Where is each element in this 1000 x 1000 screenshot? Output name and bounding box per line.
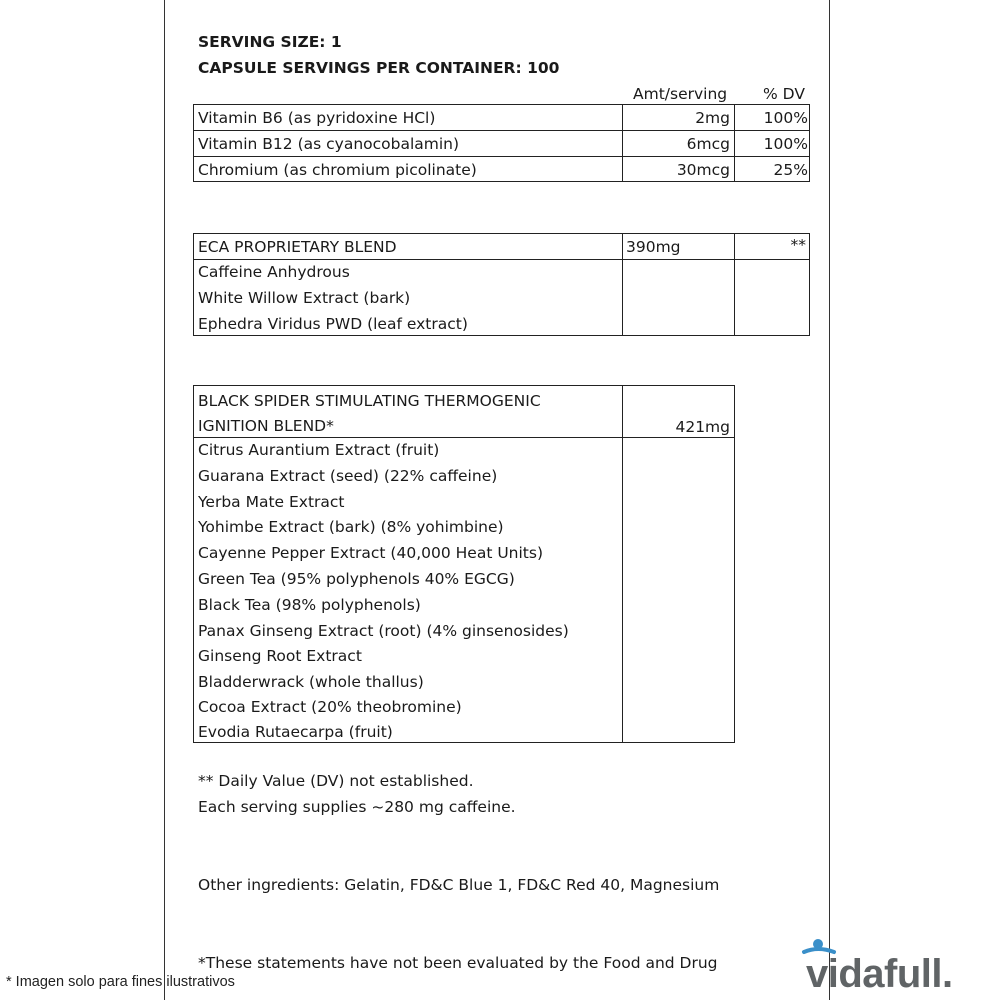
eca-blend-title: ECA PROPRIETARY BLEND bbox=[198, 238, 397, 256]
dv-note: ** Daily Value (DV) not established. bbox=[198, 772, 474, 790]
illustrative-caption: * Imagen solo para fines ilustrativos bbox=[6, 974, 235, 990]
eca-ingredient: White Willow Extract (bark) bbox=[198, 289, 411, 307]
eca-blend-amount: 390mg bbox=[626, 238, 681, 256]
vitamin-amount: 2mg bbox=[695, 109, 730, 127]
other-ingredients: Other ingredients: Gelatin, FD&C Blue 1, FD&C Red 40, Magnesium bbox=[198, 876, 720, 894]
spider-ingredient: Black Tea (98% polyphenols) bbox=[198, 596, 421, 614]
servings-per-container: CAPSULE SERVINGS PER CONTAINER: 100 bbox=[198, 59, 560, 77]
vitamins-table bbox=[193, 104, 810, 182]
spider-blend-table bbox=[193, 385, 735, 743]
spider-ingredient: Yerba Mate Extract bbox=[198, 493, 345, 511]
eca-ingredient: Caffeine Anhydrous bbox=[198, 263, 350, 281]
serving-size: SERVING SIZE: 1 bbox=[198, 33, 342, 51]
spider-ingredient: Bladderwrack (whole thallus) bbox=[198, 673, 424, 691]
supplement-facts-label bbox=[164, 0, 830, 1000]
spider-ingredient: Guarana Extract (seed) (22% caffeine) bbox=[198, 467, 498, 485]
vitamin-name: Vitamin B6 (as pyridoxine HCl) bbox=[198, 109, 436, 127]
spider-ingredient: Evodia Rutaecarpa (fruit) bbox=[198, 723, 393, 741]
spider-blend-title-2: IGNITION BLEND* bbox=[198, 417, 334, 435]
vitamin-dv: 100% bbox=[763, 109, 808, 127]
spider-ingredient: Cayenne Pepper Extract (40,000 Heat Units) bbox=[198, 544, 544, 562]
column-header-amount: Amt/serving bbox=[633, 85, 728, 103]
vitamin-amount: 30mcg bbox=[676, 161, 730, 179]
vitamin-name: Chromium (as chromium picolinate) bbox=[198, 161, 477, 179]
vidafull-logo bbox=[800, 938, 996, 998]
spider-ingredient: Cocoa Extract (20% theobromine) bbox=[198, 698, 462, 716]
brand-name: vidafull. bbox=[806, 952, 953, 996]
spider-blend-amount: 421mg bbox=[675, 418, 730, 436]
caffeine-note: Each serving supplies ~280 mg caffeine. bbox=[198, 798, 516, 816]
vitamin-name: Vitamin B12 (as cyanocobalamin) bbox=[198, 135, 460, 153]
eca-blend-dv: ** bbox=[790, 236, 806, 254]
spider-ingredient: Panax Ginseng Extract (root) (4% ginsenosides) bbox=[198, 622, 569, 640]
spider-ingredient: Yohimbe Extract (bark) (8% yohimbine) bbox=[198, 518, 504, 536]
eca-ingredient: Ephedra Viridus PWD (leaf extract) bbox=[198, 315, 468, 333]
column-header-dv: % DV bbox=[763, 85, 805, 103]
spider-ingredient: Citrus Aurantium Extract (fruit) bbox=[198, 441, 440, 459]
vitamin-dv: 100% bbox=[763, 135, 808, 153]
fda-statement: *These statements have not been evaluated by the Food and Drug bbox=[198, 954, 718, 972]
spider-ingredient: Green Tea (95% polyphenols 40% EGCG) bbox=[198, 570, 515, 588]
vitamin-amount: 6mcg bbox=[686, 135, 730, 153]
spider-blend-title: BLACK SPIDER STIMULATING THERMOGENIC bbox=[198, 392, 541, 410]
vitamin-dv: 25% bbox=[773, 161, 808, 179]
spider-ingredient: Ginseng Root Extract bbox=[198, 647, 362, 665]
eca-blend-table bbox=[193, 233, 810, 336]
